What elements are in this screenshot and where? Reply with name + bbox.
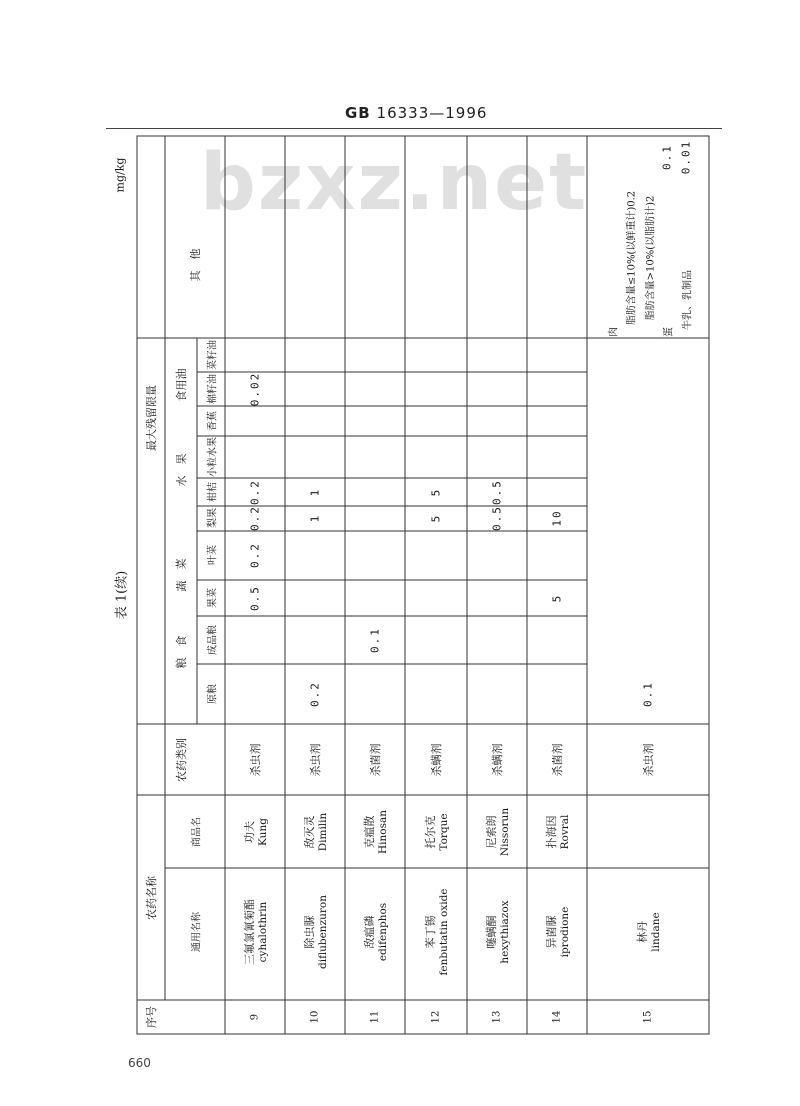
- standard-number-header: GB 16333—1996: [345, 104, 488, 122]
- row-9-common-name: 三氟氯氰菊酯 cyhalothrin: [243, 899, 269, 965]
- table-caption: 表 1(续): [114, 570, 130, 620]
- row-10-seq: 10: [309, 1010, 321, 1024]
- row-10-common-name: 除虫脲 diflubenzuron: [303, 895, 329, 969]
- header-fruit-berry: 小粒水果: [207, 437, 219, 477]
- row-13-category: 杀螨剂: [491, 743, 504, 777]
- row-11-seq: 11: [369, 1010, 381, 1024]
- row-15-other-milk-value: 0.01: [679, 139, 693, 175]
- header-grain: 粮 食: [175, 635, 188, 669]
- row-15-other-egg: 蛋: [663, 327, 675, 337]
- row-9-veg-leaf: 0.2: [248, 542, 262, 568]
- row-10-grain-raw: 0.2: [308, 681, 322, 707]
- row-12-common-name: 苯丁锡 fenbutatin oxide: [424, 888, 450, 976]
- row-15-other-meat: 肉: [608, 327, 620, 337]
- row-13-trade-name: 尼索朗 Nissorun: [485, 807, 511, 857]
- row-15-other-egg-value: 0.1: [660, 144, 674, 170]
- row-12-pome: 5: [429, 513, 443, 523]
- row-15-other-fat-low: 脂肪含量≤10%(以鲜重计)0.2: [626, 190, 638, 326]
- row-14-pome: 10: [550, 509, 564, 527]
- row-13-pome: 0.5: [490, 505, 504, 531]
- row-10-trade-name: 敌灭灵 Dimilin: [303, 812, 329, 852]
- row-10-category: 杀虫剂: [309, 743, 322, 777]
- row-13-seq: 13: [491, 1010, 503, 1024]
- row-12-category: 杀螨剂: [430, 743, 443, 777]
- header-fruit-citrus: 柑桔: [207, 482, 219, 502]
- header-fruit-pome: 梨果: [207, 508, 219, 528]
- row-11-trade-name: 克瘟散 Hinosan: [363, 809, 389, 855]
- row-15-other-milk: 牛乳、乳制品: [682, 270, 694, 330]
- header-grain-raw: 原粮: [207, 684, 219, 704]
- row-9-seq: 9: [249, 1013, 261, 1021]
- row-9-trade-name: 功夫 Kung: [243, 818, 269, 846]
- row-14-veg-fruit: 5: [550, 593, 564, 603]
- header-fruit-banana: 香蕉: [207, 411, 219, 431]
- row-9-citrus: 0.2: [248, 479, 262, 505]
- header-oil-rape: 菜籽油: [207, 340, 219, 370]
- header-seq: 序号: [145, 1006, 158, 1028]
- header-vegetable: 蔬 菜: [175, 558, 188, 592]
- header-mrl: 最大残留限量: [145, 385, 158, 451]
- row-11-category: 杀菌剂: [369, 743, 382, 777]
- row-10-pome: 1: [308, 513, 322, 523]
- header-veg-leaf: 叶菜: [207, 545, 219, 565]
- row-9-category: 杀虫剂: [249, 743, 262, 777]
- row-15-seq: 15: [642, 1010, 654, 1024]
- row-12-citrus: 5: [429, 487, 443, 497]
- header-common-name: 通用名称: [191, 912, 203, 952]
- row-14-category: 杀菌剂: [551, 743, 564, 777]
- row-15-other-fat-high: 脂肪含量>10%(以脂肪计)2: [645, 195, 657, 321]
- row-13-common-name: 噻螨酮 hexythiazox: [485, 900, 511, 964]
- header-veg-fruit: 果菜: [207, 588, 219, 608]
- page-number: 660: [128, 1056, 151, 1070]
- header-grain-finished: 成品粮: [207, 625, 219, 655]
- row-9-veg-fruit: 0.5: [248, 585, 262, 611]
- row-11-common-name: 敌瘟磷 edifenphos: [363, 902, 389, 962]
- row-14-seq: 14: [551, 1010, 563, 1024]
- watermark: bzxz.net: [200, 138, 589, 228]
- header-category: 农药类别: [175, 738, 188, 782]
- row-12-seq: 12: [430, 1010, 442, 1024]
- row-10-citrus: 1: [308, 487, 322, 497]
- header-oil: 食用油: [175, 368, 188, 402]
- unit-label: mg/kg: [113, 157, 127, 193]
- row-13-citrus: 0.5: [490, 479, 504, 505]
- row-15-common-name: 林丹 lindane: [636, 912, 662, 952]
- row-14-trade-name: 扑海因 Rovral: [545, 814, 571, 850]
- header-pesticide-name: 农药名称: [145, 876, 158, 920]
- header-oil-cotton: 棉籽油: [207, 374, 219, 404]
- row-15-grain-raw: 0.1: [641, 681, 655, 707]
- header-other: 其 他: [189, 248, 202, 282]
- row-9-cotton-oil: 0.02: [248, 371, 262, 407]
- row-14-common-name: 异菌脲 iprodione: [545, 906, 571, 958]
- row-12-trade-name: 托尔克 Torque: [424, 813, 450, 851]
- header-fruit: 水 果: [175, 453, 188, 487]
- row-9-pome: 0.2: [248, 505, 262, 531]
- row-15-category: 杀虫剂: [642, 743, 655, 777]
- header-trade-name: 商品名: [191, 817, 203, 847]
- row-11-grain-finished: 0.1: [368, 627, 382, 653]
